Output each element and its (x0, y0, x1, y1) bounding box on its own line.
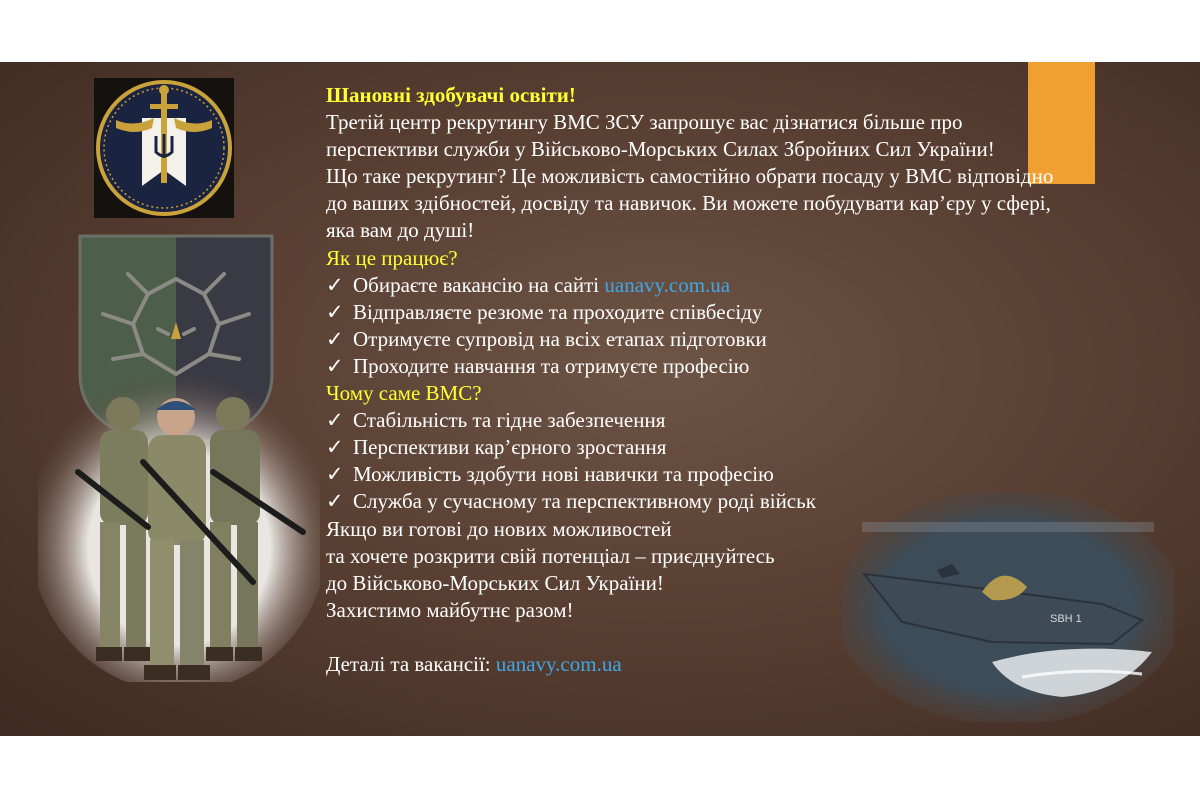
closing-line: Якщо ви готові до нових можливостей (326, 516, 672, 541)
check-icon: ✓ (326, 353, 344, 378)
how-item-text: Відправляєте резюме та проходите співбесіду (353, 299, 763, 324)
greeting-heading: Шановні здобувачі освіти! (326, 83, 576, 107)
how-item-text: Проходите навчання та отримуєте професію (353, 353, 750, 378)
intro-line: яка вам до душі! (326, 218, 475, 243)
why-item-text: Можливість здобути нові навички та професію (353, 462, 774, 487)
how-item (326, 353, 1176, 380)
check-icon: ✓ (326, 489, 344, 514)
check-icon: ✓ (326, 272, 344, 297)
website-link[interactable]: uanavy.com.ua (604, 272, 731, 297)
details-label: Деталі та вакансії: (326, 651, 496, 676)
how-item-text: Обираєте вакансію на сайті (353, 272, 605, 297)
navy-emblem-icon (94, 78, 234, 218)
why-item-text: Служба у сучасному та перспективному роді військ (353, 489, 816, 514)
why-item-text: Стабільність та гідне забезпечення (353, 408, 666, 433)
why-item-text: Перспективи кар’єрного зростання (353, 435, 667, 460)
how-item (326, 326, 1176, 353)
spacer (326, 624, 1176, 651)
details-link[interactable]: uanavy.com.ua (495, 651, 622, 676)
check-icon: ✓ (326, 435, 344, 460)
recruitment-slide (0, 62, 1200, 736)
check-icon: ✓ (326, 326, 344, 351)
check-icon: ✓ (326, 408, 344, 433)
how-item (326, 299, 1176, 326)
closing-line: до Військово-Морських Сил України! (326, 570, 664, 595)
recruitment-text (326, 82, 1176, 678)
intro-line: до ваших здібностей, досвіду та навичок. Ви можете побудувати кар’єру у сфері, (326, 191, 1051, 216)
how-it-works-heading: Як це працює? (326, 245, 458, 270)
boat-hull-number: SBH 1 (1050, 613, 1082, 625)
closing-line: та хочете розкрити свій потенціал – приєднуйтесь (326, 543, 775, 568)
why-item (326, 407, 1176, 434)
why-item (326, 461, 1176, 488)
why-item (326, 434, 1176, 461)
soldiers-photo (38, 322, 320, 682)
check-icon: ✓ (326, 462, 344, 487)
why-item (326, 488, 1176, 515)
intro-line: Що таке рекрутинг? Це можливість самостійно обрати посаду у ВМС відповідно (326, 164, 1054, 189)
closing-line: Захистимо майбутнє разом! (326, 597, 574, 622)
check-icon: ✓ (326, 299, 344, 324)
how-item (326, 272, 1176, 299)
intro-line: Третій центр рекрутингу ВМС ЗСУ запрошує вас дізнатися більше про (326, 110, 963, 135)
how-item-text: Отримуєте супровід на всіх етапах підготовки (353, 326, 767, 351)
details-line (326, 651, 1176, 678)
intro-line: перспективи служби у Військово-Морських Силах Збройних Сил України! (326, 137, 995, 162)
why-navy-heading: Чому саме ВМС? (326, 381, 482, 406)
